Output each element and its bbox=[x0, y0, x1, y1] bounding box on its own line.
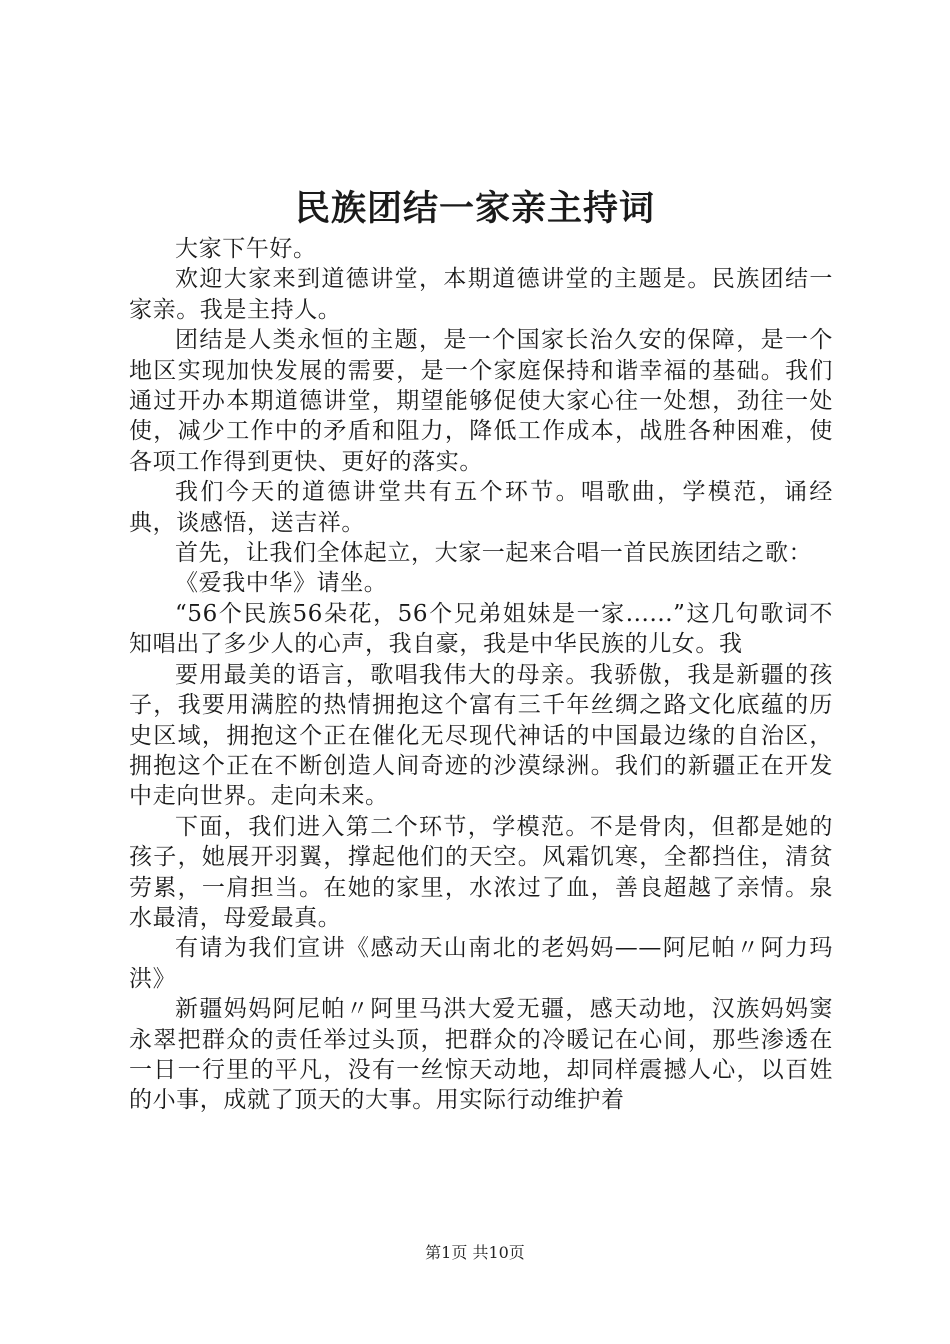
paragraph: 下面，我们进入第二个环节，学模范。不是骨肉，但都是她的孩子，她展开羽翼，撑起他们的天空。风霜饥寒，全都挡住，清贫劳累，一肩担当。在她的家里，水浓过了血，善良超越了亲情。泉水最清，母爱最真。 bbox=[129, 813, 833, 931]
paragraph: “56个民族56朵花，56个兄弟姐妹是一家......”这几句歌词不知唱出了多少人的心声，我自豪，我是中华民族的儿女。我 bbox=[129, 600, 833, 658]
paragraph: 欢迎大家来到道德讲堂，本期道德讲堂的主题是。民族团结一家亲。我是主持人。 bbox=[129, 266, 833, 323]
paragraph: 《爱我中华》请坐。 bbox=[175, 570, 388, 597]
paragraph: 大家下午好。 bbox=[175, 236, 317, 262]
document-title: 民族团结一家亲主持词 bbox=[294, 188, 655, 229]
paragraph: 新疆妈妈阿尼帕〃阿里马洪大爱无疆，感天动地，汉族妈妈窦永翠把群众的责任举过头顶，把群众的冷暖记在心间，那些渗透在一日一行里的平凡，没有一丝惊天动地，却同样震撼人心，以百姓的小事，成就了顶天的大事。用实际行动维护着 bbox=[129, 996, 833, 1114]
document-body bbox=[129, 234, 833, 1116]
paragraph: 有请为我们宣讲《感动天山南北的老妈妈——阿尼帕〃阿力玛洪》 bbox=[129, 935, 833, 992]
paragraph: 我们今天的道德讲堂共有五个环节。唱歌曲，学模范，诵经典，谈感悟，送吉祥。 bbox=[129, 479, 833, 536]
paragraph: 团结是人类永恒的主题，是一个国家长治久安的保障，是一个地区实现加快发展的需要，是一个家庭保持和谐幸福的基础。我们通过开办本期道德讲堂，期望能够促使大家心往一处想，劲往一处使，减少工作中的矛盾和阻力，降低工作成本，战胜各种困难，使各项工作得到更快、更好的落实。 bbox=[129, 327, 833, 475]
paragraph: 要用最美的语言，歌唱我伟大的母亲。我骄傲，我是新疆的孩子，我要用满腔的热情拥抱这个富有三千年丝绸之路文化底蕴的历史区域，拥抱这个正在催化无尽现代神话的中国最边缘的自治区，拥抱这个正在不断创造人间奇迹的沙漠绿洲。我们的新疆正在开发中走向世界。走向未来。 bbox=[129, 661, 833, 810]
paragraph: 首先，让我们全体起立，大家一起来合唱一首民族团结之歌： bbox=[175, 540, 813, 567]
page-number-footer: 第1页 共10页 bbox=[425, 1243, 525, 1262]
